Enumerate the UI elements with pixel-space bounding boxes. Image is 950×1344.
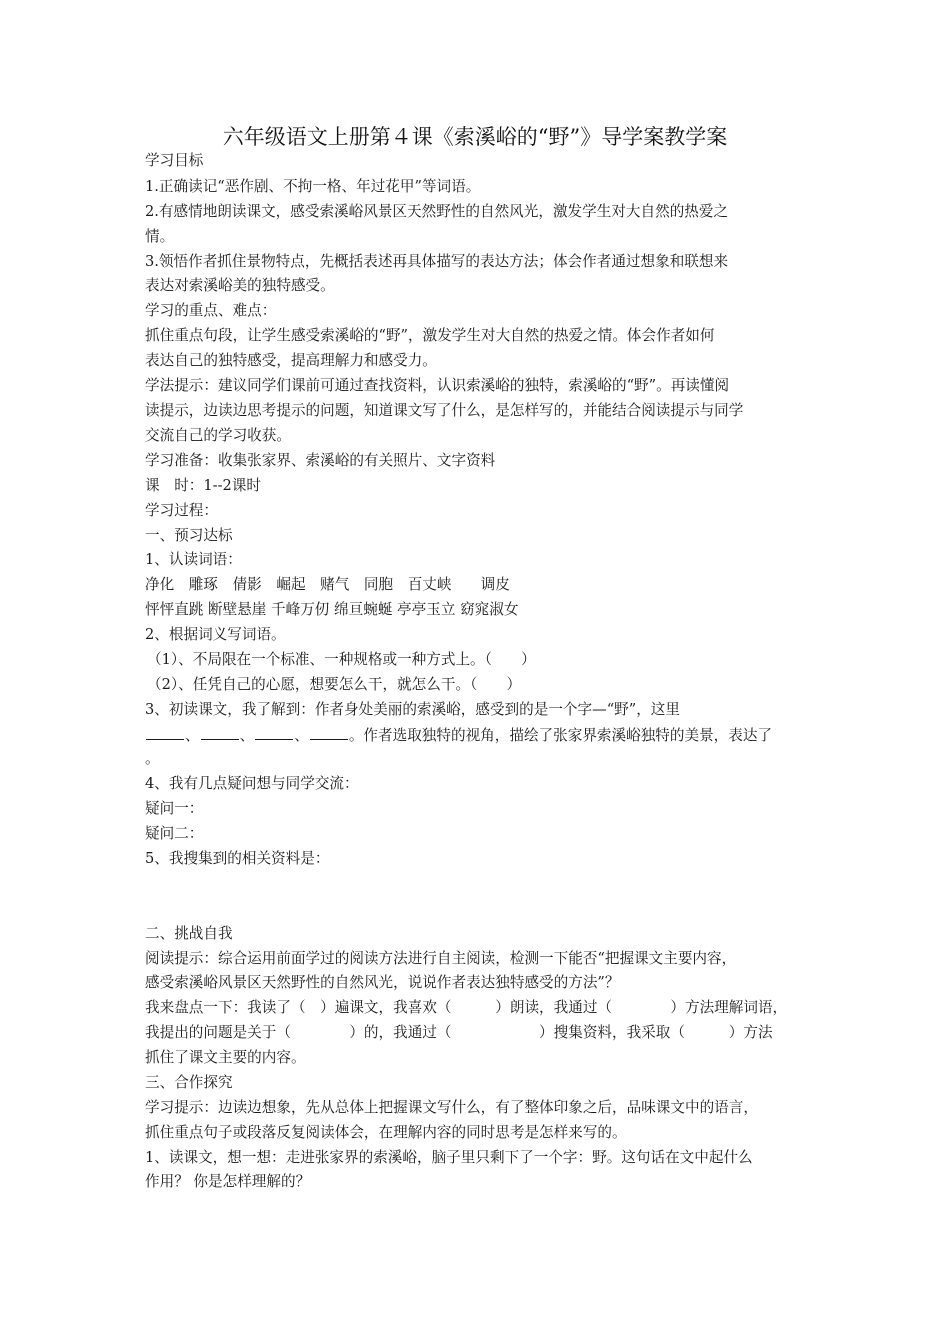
preparation: 学习准备：收集张家界、索溪峪的有关照片、文字资料 [145, 452, 496, 469]
exercise-1-cont: 作用？ 你是怎样理解的？ [145, 1173, 311, 1190]
method-tips: 学法提示：建议同学们课前可通过查找资料，认识索溪峪的独特，索溪峪的“野”。再读懂阅 [145, 377, 730, 394]
objective-3: 3.领悟作者抓住景物特点，先概括表述再具体描写的表达方法；体会作者通过想象和联想来 [145, 253, 729, 270]
exercise-1: 1、读课文，想一想：走进张家界的索溪峪，脑子里只剩下了一个字：野。这句话在文中起什么 [145, 1149, 753, 1166]
task-3-text-cont: 。作者选取独特的视角，描绘了张家界索溪峪独特的美景，表达了 [348, 727, 773, 744]
task-2-item-1: （1）、不局限在一个标准、一种规格或一种方式上。（ ） [147, 651, 536, 668]
vocabulary-row-2: 怦怦直跳 断壁悬崖 千峰万仞 绵亘蜿蜒 亭亭玉立 窈窕淑女 [145, 601, 519, 618]
objective-2-cont: 情。 [145, 228, 175, 245]
part-2-heading: 二、挑战自我 [145, 925, 233, 942]
class-hours: 课 时：1--2课时 [145, 477, 261, 494]
objective-3-cont: 表达对索溪峪美的独特感受。 [145, 277, 335, 294]
task-2-item-2: （2）、任凭自己的心愿，想要怎么干，就怎么干。（ ） [147, 676, 522, 693]
task-3-end: 。 [145, 750, 160, 767]
task-1-heading: 1、认读词语： [145, 551, 242, 568]
fill-blank[interactable] [255, 725, 293, 740]
self-check: 我来盘点一下：我读了（ ）遍课文，我喜欢（ ）朗读，我通过（ ）方法理解词语， [145, 999, 788, 1016]
task-4-heading: 4、我有几点疑问想与同学交流： [145, 775, 359, 792]
task-5-heading: 5、我搜集到的相关资料是： [145, 850, 330, 867]
key-points-text-cont: 表达自己的独特感受，提高理解力和感受力。 [145, 352, 437, 369]
study-tips-cont: 抓住重点句子或段落反复阅读体会，在理解内容的同时思考是怎样来写的。 [145, 1124, 627, 1141]
reading-tips-cont: 感受索溪峪风景区天然野性的自然风光，说说作者表达独特感受的方法”？ [145, 974, 620, 991]
question-2: 疑问二： [145, 825, 204, 842]
objective-2: 2.有感情地朗读课文，感受索溪峪风景区天然野性的自然风光，激发学生对大自然的热爱之 [145, 203, 729, 220]
method-tips-cont: 读提示，边读边思考提示的问题，知道课文写了什么，是怎样写的，并能结合阅读提示与同学 [145, 402, 744, 419]
study-tips: 学习提示：边读边想象，先从总体上把握课文写什么，有了整体印象之后，品味课文中的语言， [145, 1099, 758, 1116]
part-1-heading: 一、预习达标 [145, 527, 233, 544]
self-check-cont: 我提出的问题是关于（ ）的，我通过（ ）搜集资料，我采取（ ）方法 [145, 1024, 773, 1041]
question-1: 疑问一： [145, 800, 204, 817]
objective-1: 1.正确读记“恶作剧、不拘一格、年过花甲”等词语。 [145, 178, 481, 195]
section-heading-objectives: 学习目标 [145, 152, 204, 169]
task-2-heading: 2、根据词义写词语。 [145, 626, 286, 643]
document-title: 六年级语文上册第４课《索溪峪的“野”》导学案教学案 [222, 125, 728, 149]
section-heading-process: 学习过程： [145, 502, 218, 519]
fill-blank[interactable] [146, 725, 184, 740]
section-heading-key-points: 学习的重点、难点： [145, 302, 277, 319]
part-3-heading: 三、合作探究 [145, 1074, 233, 1091]
self-check-cont2: 抓住了课文主要的内容。 [145, 1049, 306, 1066]
fill-blank[interactable] [310, 725, 348, 740]
key-points-text: 抓住重点句段，让学生感受索溪峪的“野”，激发学生对大自然的热爱之情。体会作者如何 [145, 327, 715, 344]
task-3-text: 3、初读课文，我了解到：作者身处美丽的索溪峪，感受到的是一个字—“野”，这里 [145, 701, 680, 718]
vocabulary-row-1: 净化 雕琢 倩影 崛起 赌气 同胞 百丈峡 调皮 [145, 576, 510, 593]
task-3-blanks-line: 、 、 、 。作者选取独特的视角，描绘了张家界索溪峪独特的美景，表达了 [145, 725, 772, 746]
method-tips-cont2: 交流自己的学习收获。 [145, 427, 291, 444]
fill-blank[interactable] [201, 725, 239, 740]
reading-tips: 阅读提示：综合运用前面学过的阅读方法进行自主阅读，检测一下能否“把握课文主要内容， [145, 950, 737, 967]
